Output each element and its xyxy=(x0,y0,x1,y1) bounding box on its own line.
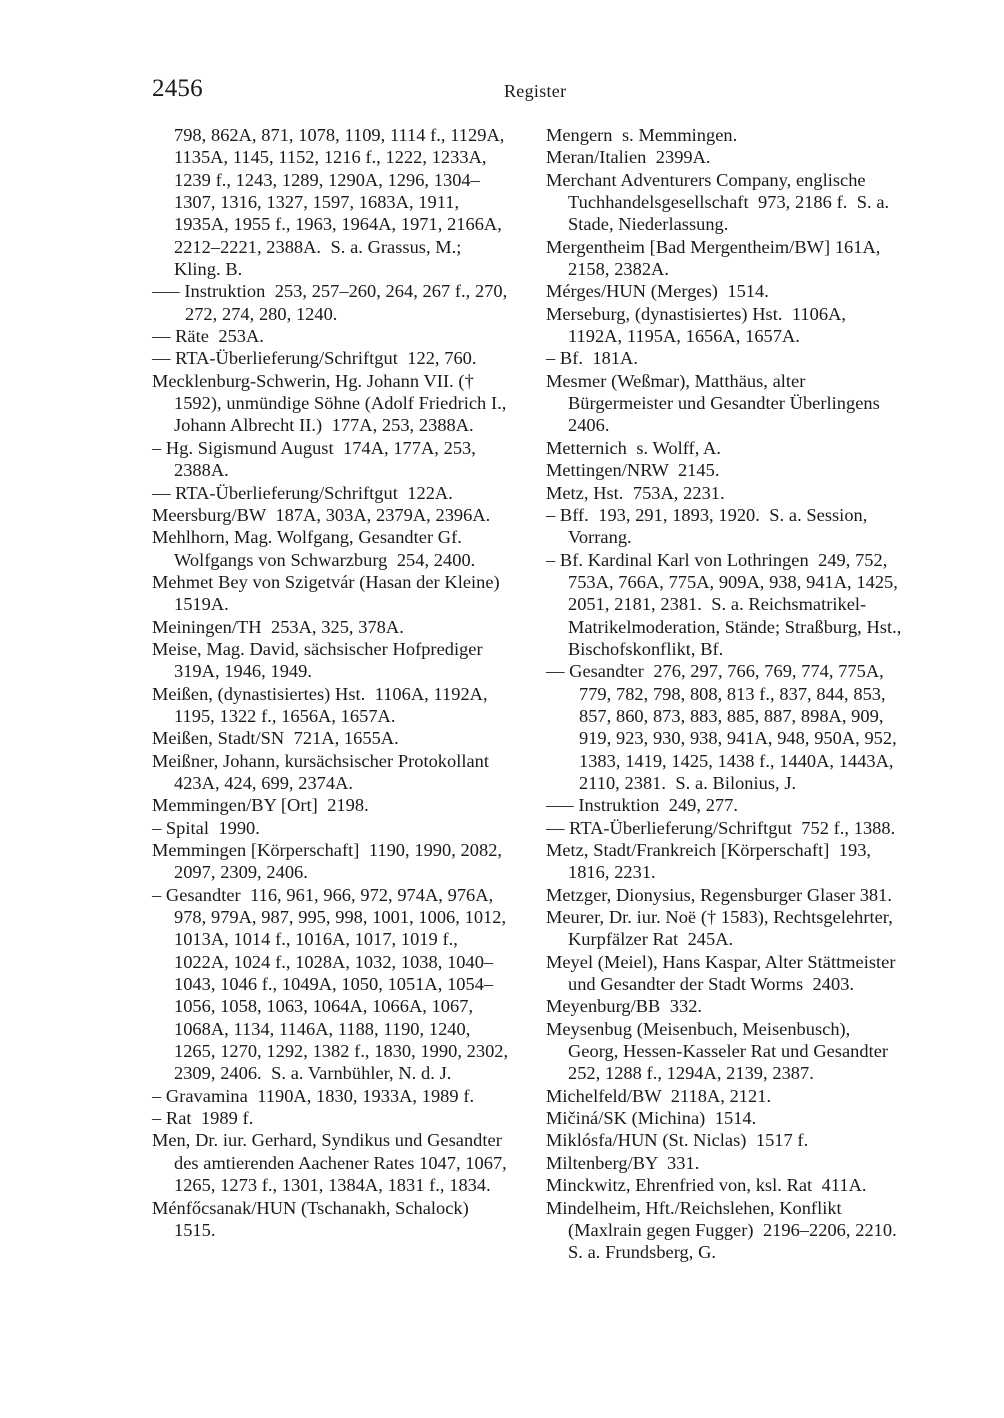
index-entry: Meran/Italien 2399A. xyxy=(546,147,711,168)
index-entry: Men, Dr. iur. Gerhard, Syndikus und Gesandter des amtierenden Aachener Rates 1047, 1067, 1265, 1273 f., 1301, 1384A, 1831 f., 1834. xyxy=(152,1130,512,1196)
index-entry: Mérges/HUN (Merges) 1514. xyxy=(546,281,769,302)
index-entry: Meurer, Dr. iur. Noë († 1583), Rechtsgelehrter, Kurpfälzer Rat 245A. xyxy=(546,907,898,950)
index-entry: Miltenberg/BY 331. xyxy=(546,1152,700,1173)
index-entry: Mesmer (Weßmar), Matthäus, alter Bürgermeister und Gesandter Überlingens 2406. xyxy=(546,370,890,436)
index-entry: Ménfőcsanak/HUN (Tschanakh, Schalock) 1515. xyxy=(152,1197,474,1240)
index-columns xyxy=(152,124,907,1264)
right-column xyxy=(546,124,907,1264)
index-entry: Memmingen [Körperschaft] 1190, 1990, 2082, 2097, 2309, 2406. xyxy=(152,840,507,883)
index-entry: Mengern s. Memmingen. xyxy=(546,125,738,145)
index-entry: Metzger, Dionysius, Regensburger Glaser 381. xyxy=(546,884,892,905)
index-entry: Miklósfa/HUN (St. Niclas) 1517 f. xyxy=(546,1130,809,1151)
index-entry: Meißen, (dynastisiertes) Hst. 1106A, 1192A, 1195, 1322 f., 1656A, 1657A. xyxy=(152,683,493,726)
index-entry: Merchant Adventurers Company, englische Tuchhandelsgesellschaft 973, 2186 f. S. a. Stade, Niederlassung. xyxy=(546,169,894,235)
index-entry: Metz, Stadt/Frankreich [Körperschaft] 193, 1816, 2231. xyxy=(546,840,876,883)
index-entry: ––– Instruktion 249, 277. xyxy=(546,795,738,816)
index-entry: Meysenbug (Meisenbuch, Meisenbusch), Georg, Hessen-Kasseler Rat und Gesandter 252, 1288 f., 1294A, 2139, 2387. xyxy=(546,1018,893,1084)
index-entry: Metz, Hst. 753A, 2231. xyxy=(546,482,725,503)
index-entry: Metternich s. Wolff, A. xyxy=(546,437,721,458)
index-entry: Meißner, Johann, kursächsischer Protokollant 423A, 424, 699, 2374A. xyxy=(152,750,494,793)
index-entry: – Bff. 193, 291, 1893, 1920. S. a. Session, Vorrang. xyxy=(546,504,872,548)
index-entry: Meyel (Meiel), Hans Kaspar, Alter Stättmeister und Gesandter der Stadt Worms 2403. xyxy=(546,951,901,995)
index-entry: Merseburg, (dynastisiertes) Hst. 1106A, 1192A, 1195A, 1656A, 1657A. xyxy=(546,303,851,347)
index-entry: – Rat 1989 f. xyxy=(152,1108,254,1129)
index-entry: 798, 862A, 871, 1078, 1109, 1114 f., 1129A, 1135A, 1145, 1152, 1216 f., 1222, 1233A, 1239 f., 1243, 1289, 1290A, 1296, 1304–1307, 1316, 1327, 1597, 1683A, 1911, 1935A, 1955 f., 1963, 1964A, 1971, 2166A, 2212–2221, 2388A. S. a. Grassus, M.; Kling. B. xyxy=(174,125,510,280)
index-entry: –– Räte 253A. xyxy=(152,326,264,347)
running-head xyxy=(152,74,852,104)
left-column xyxy=(152,124,513,1264)
index-entry: Memmingen/BY [Ort] 2198. xyxy=(152,795,369,816)
index-entry: Mergentheim [Bad Mergentheim/BW] 161A, 2158, 2382A. xyxy=(546,236,886,280)
page-number: 2456 xyxy=(152,75,203,102)
index-entry: Meyenburg/BB 332. xyxy=(546,996,703,1017)
index-entry: –– Gesandter 276, 297, 766, 769, 774, 775A, 779, 782, 798, 808, 813 f., 837, 844, 853, 857, 860, 873, 883, 885, 887, 898A, 909, 919, 923, 930, 938, 941A, 948, 950A, 952, 1383, 1419, 1425, 1438 f., 1440A, 1443A, 2110, 2381. S. a. Bilonius, J. xyxy=(546,661,902,793)
index-entry: – Spital 1990. xyxy=(152,817,260,838)
index-entry: –– RTA-Überlieferung/Schriftgut 122, 760. xyxy=(152,348,477,369)
index-entry: Meersburg/BW 187A, 303A, 2379A, 2396A. xyxy=(152,504,491,525)
index-entry: Mecklenburg-Schwerin, Hg. Johann VII. († 1592), unmündige Söhne (Adolf Friedrich I., Johann Albrecht II.) 177A, 253, 2388A. xyxy=(152,370,512,436)
index-entry: Michelfeld/BW 2118A, 2121. xyxy=(546,1085,772,1106)
index-entry: – Gravamina 1190A, 1830, 1933A, 1989 f. xyxy=(152,1085,475,1106)
running-head-title: Register xyxy=(504,81,567,101)
index-entry: – Bf. 181A. xyxy=(546,348,638,369)
index-entry: –– RTA-Überlieferung/Schriftgut 752 f., 1388. xyxy=(546,817,896,838)
index-entry: ––– Instruktion 253, 257–260, 264, 267 f., 270, 272, 274, 280, 1240. xyxy=(152,281,512,324)
index-entry: –– RTA-Überlieferung/Schriftgut 122A. xyxy=(152,482,453,503)
index-entry: Mehlhorn, Mag. Wolfgang, Gesandter Gf. Wolfgangs von Schwarzburg 254, 2400. xyxy=(152,527,476,570)
index-entry: Mettingen/NRW 2145. xyxy=(546,460,720,481)
index-entry: Meise, Mag. David, sächsischer Hofprediger 319A, 1946, 1949. xyxy=(152,638,488,682)
index-entry: Mehmet Bey von Szigetvár (Hasan der Kleine) 1519A. xyxy=(152,571,510,615)
index-entry: Meißen, Stadt/SN 721A, 1655A. xyxy=(152,728,399,749)
index-entry: – Gesandter 116, 961, 966, 972, 974A, 976A, 978, 979A, 987, 995, 998, 1001, 1006, 1012, 1013A, 1014 f., 1016A, 1017, 1019 f., 1022A, 1024 f., 1028A, 1032, 1038, 1040–1043, 1046 f., 1049A, 1050, 1051A, 1054–1056, 1058, 1063, 1064A, 1066A, 1067, 1068A, 1134, 1146A, 1188, 1190, 1240, 1265, 1270, 1292, 1382 f., 1830, 1990, 2302, 2309, 2406. S. a. Varnbühler, N. d. J. xyxy=(152,884,513,1084)
index-entry: – Bf. Kardinal Karl von Lothringen 249, 752, 753A, 766A, 775A, 909A, 938, 941A, 1425, 2051, 2181, 2381. S. a. Reichsmatrikel-Matrikelmoderation, Stände; Straßburg, Hst., Bischofskonflikt, Bf. xyxy=(546,549,907,659)
index-entry: Mindelheim, Hft./Reichslehen, Konflikt (Maxlrain gegen Fugger) 2196–2206, 2210. S. a. Frundsberg, G. xyxy=(546,1197,907,1263)
index-entry: – Hg. Sigismund August 174A, 177A, 253, 2388A. xyxy=(152,437,481,481)
index-entry: Meiningen/TH 253A, 325, 378A. xyxy=(152,616,404,637)
index-entry: Mičiná/SK (Michina) 1514. xyxy=(546,1108,757,1129)
index-entry: Minckwitz, Ehrenfried von, ksl. Rat 411A. xyxy=(546,1175,867,1196)
